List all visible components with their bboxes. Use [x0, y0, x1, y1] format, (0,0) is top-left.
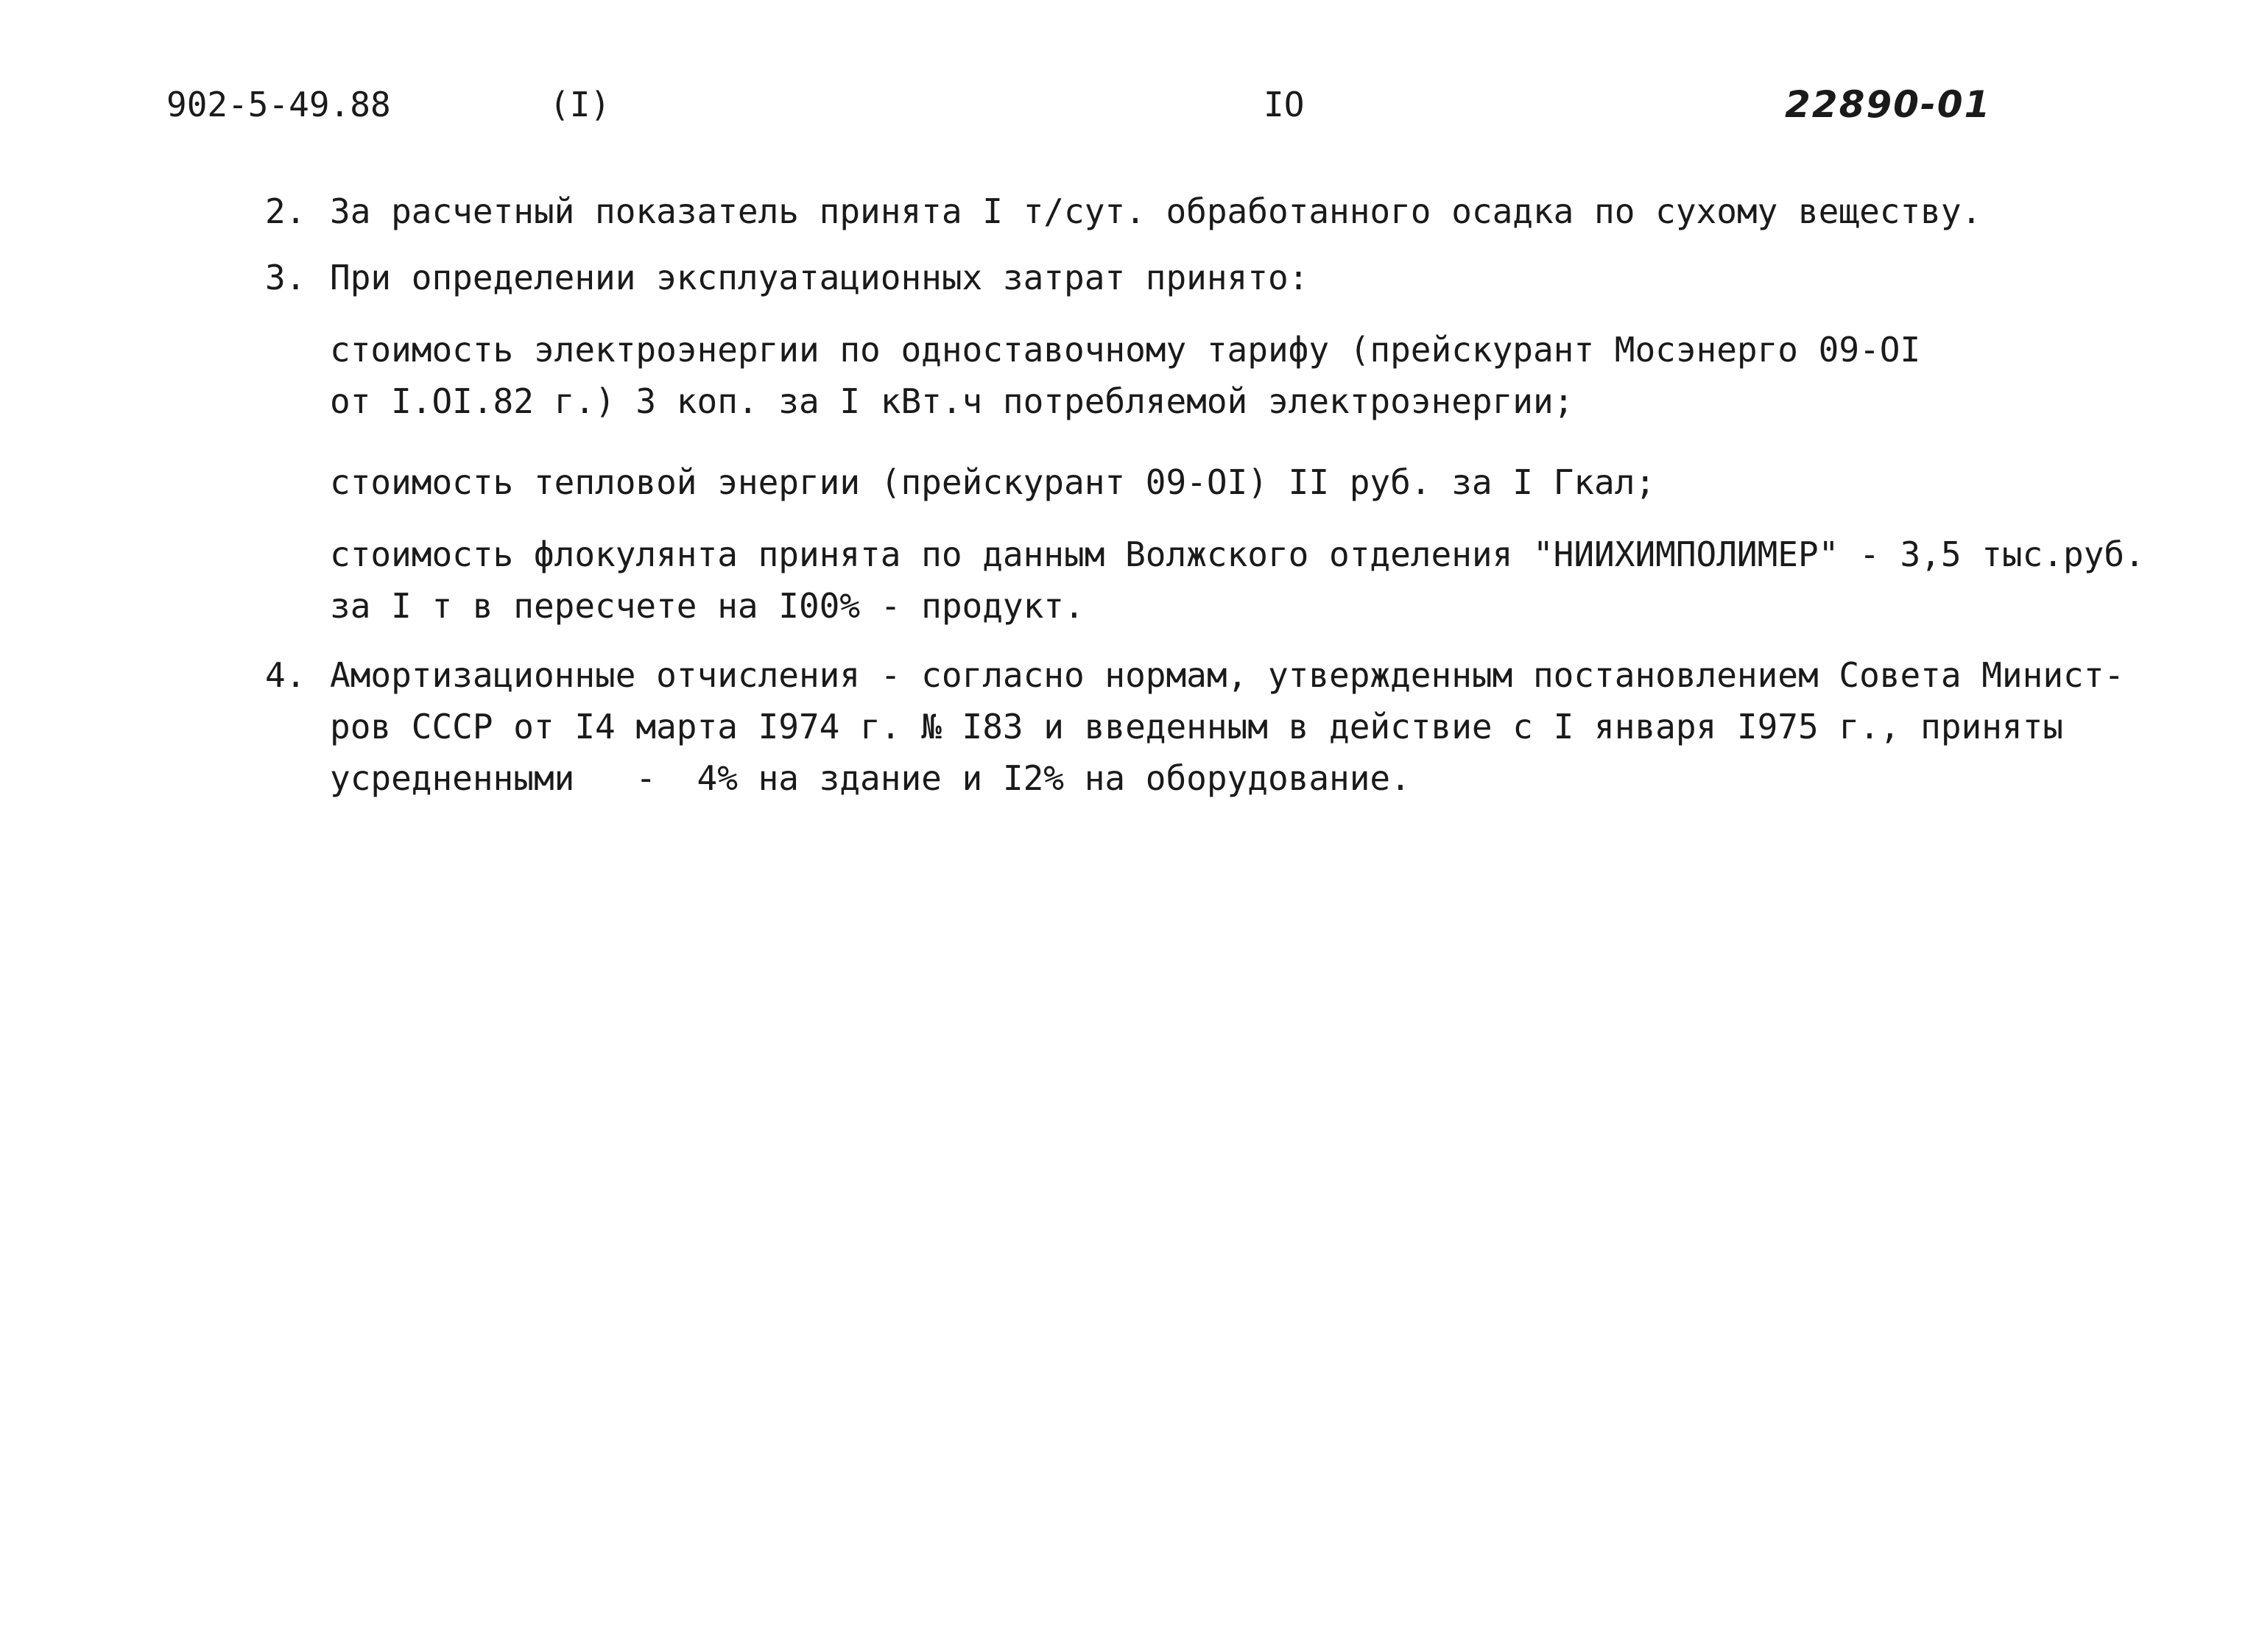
- heat-cost-line-1: стоимость тепловой энергии (прейскурант 09-OI) II руб. за I Гкал;: [330, 462, 1656, 502]
- flocculant-cost-line-1: стоимость флокулянта принята по данным Волжского отделения "НИИХИМПОЛИМЕР" - 3,5 тыс.руб.: [330, 534, 2145, 574]
- heat-cost-paragraph: [330, 456, 1655, 508]
- item-4-line-3: усредненными - 4% на здание и I2% на оборудование.: [330, 758, 1411, 798]
- item-4-number: 4.: [265, 655, 306, 695]
- item-3-number: 3.: [265, 258, 306, 297]
- electricity-cost-paragraph: [330, 324, 1920, 427]
- item-3: [265, 252, 2150, 303]
- electricity-cost-line-2: от I.OI.82 г.) 3 коп. за I кВт.ч потребляемой электроэнергии;: [330, 381, 1574, 421]
- item-3-text: При определении эксплуатационных затрат принято:: [330, 258, 1309, 297]
- item-2-text: За расчетный показатель принята I т/сут. обработанного осадка по сухому веществу.: [330, 191, 1982, 231]
- document-code: 902-5-49.88: [166, 85, 391, 124]
- flocculant-cost-paragraph: [330, 529, 2145, 632]
- item-2-number: 2.: [265, 191, 306, 231]
- electricity-cost-line-1: стоимость электроэнергии по одноставочному тарифу (прейскурант Мосэнерго 09-OI: [330, 330, 1921, 370]
- flocculant-cost-line-2: за I т в пересчете на I00% - продукт.: [330, 586, 1085, 626]
- item-4-line-1: Амортизационные отчисления - согласно нормам, утвержденным постановлением Совета Минист-: [330, 655, 2125, 695]
- item-4-line-2: ров СССР от I4 марта I974 г. № I83 и введенным в действие с I января I975 г., приняты: [330, 707, 2064, 746]
- item-4: [265, 649, 2150, 804]
- document-part: (I): [549, 85, 611, 124]
- item-2: [265, 186, 2150, 237]
- inventory-stamp: 22890-01: [1785, 83, 1992, 126]
- page-number: IO: [1264, 85, 1305, 124]
